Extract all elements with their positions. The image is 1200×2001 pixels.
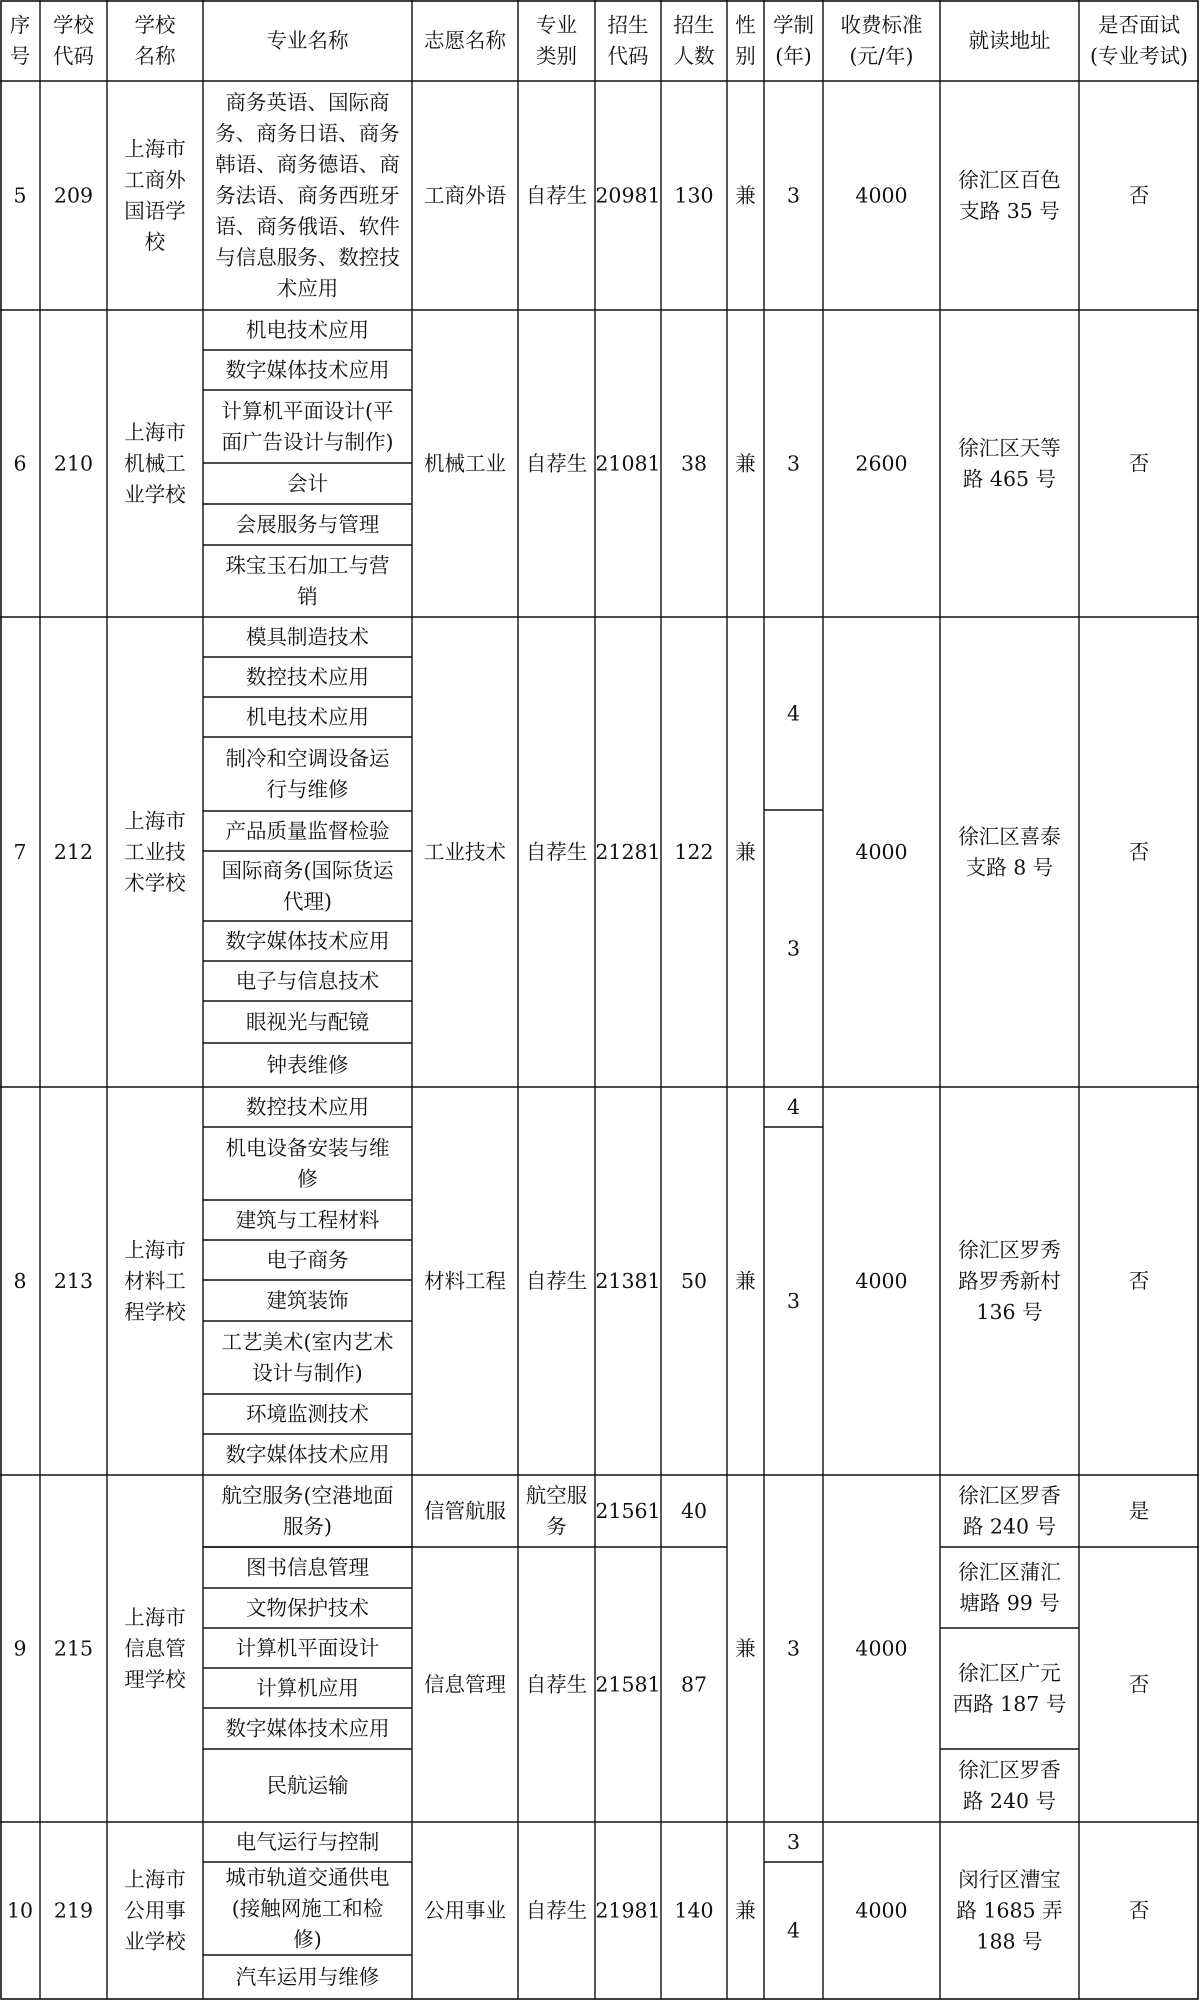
address-cell: 188 号 [976, 1929, 1043, 1954]
address-cell: 徐汇区天等 [958, 436, 1061, 460]
interview-cell: 否 [1128, 1898, 1150, 1923]
header-enroll-count: 招生 [673, 13, 715, 37]
school-name-cell: 业学校 [124, 1929, 186, 1954]
address-cell: 路罗秀新村 [958, 1269, 1061, 1293]
major-cell: 计算机平面设计 [235, 1636, 380, 1660]
address-cell: 徐汇区百色 [958, 168, 1061, 192]
address-cell: 路 465 号 [962, 467, 1057, 491]
header-years: (年) [775, 44, 812, 68]
header-interview: 是否面试 [1098, 13, 1180, 37]
major-cell: 代理) [283, 889, 332, 914]
interview-cell: 否 [1128, 1672, 1150, 1697]
choice-cell: 信管航服 [424, 1499, 506, 1523]
address-cell: 徐汇区罗香 [958, 1483, 1061, 1508]
header-school-code: 代码 [53, 44, 94, 68]
major-cell: 数字媒体技术应用 [225, 358, 390, 382]
school-name-cell: 业学校 [124, 482, 186, 507]
enroll-count-cell: 40 [680, 1499, 708, 1523]
enroll-code-cell: 21561 [595, 1499, 661, 1523]
school-name-cell: 材料工 [124, 1269, 186, 1293]
header-fee: (元/年) [849, 44, 914, 68]
fee-cell: 4000 [855, 1269, 908, 1293]
fee-cell: 4000 [855, 1898, 908, 1923]
major-cell: 民航运输 [266, 1773, 349, 1798]
major-cell: 机电技术应用 [246, 318, 369, 342]
major-cell: 语、商务俄语、软件 [215, 214, 400, 239]
address-cell: 徐汇区广元 [958, 1661, 1061, 1685]
header-seq: 序 [9, 13, 31, 37]
major-cell: 国际商务(国际货运 [221, 858, 394, 883]
school-name-cell: 机械工 [124, 451, 186, 476]
major-cell: 电子商务 [266, 1248, 349, 1272]
gender-cell: 兼 [735, 1269, 756, 1293]
major-cell: 计算机应用 [256, 1676, 359, 1700]
major-cell: (接触网施工和检 [231, 1896, 384, 1921]
choice-cell: 工业技术 [424, 840, 506, 864]
header-gender: 别 [735, 44, 756, 68]
major-cell: 设计与制作) [252, 1361, 363, 1385]
address-cell: 徐汇区罗秀 [958, 1238, 1061, 1262]
category-cell: 航空服 [525, 1483, 588, 1508]
major-cell: 建筑装饰 [266, 1288, 349, 1313]
years-cell: 3 [786, 936, 801, 961]
address-cell: 路 240 号 [962, 1514, 1057, 1539]
choice-cell: 信息管理 [424, 1672, 506, 1697]
choice-cell: 机械工业 [424, 451, 506, 476]
address-cell: 徐汇区罗香 [958, 1758, 1061, 1782]
major-cell: 眼视光与配镜 [246, 1010, 369, 1034]
address-cell: 路 240 号 [962, 1789, 1057, 1813]
seq-cell: 5 [13, 183, 27, 208]
school-name-cell: 上海市 [124, 420, 186, 445]
seq-cell: 8 [13, 1269, 27, 1293]
address-cell: 西路 187 号 [952, 1692, 1067, 1716]
school-code-cell: 209 [53, 183, 94, 208]
enroll-count-cell: 50 [680, 1269, 708, 1293]
major-cell: 航空服务(空港地面 [221, 1483, 394, 1508]
years-cell: 3 [786, 1636, 801, 1661]
major-cell: 建筑与工程材料 [235, 1208, 380, 1232]
major-cell: 文物保护技术 [246, 1596, 369, 1620]
major-cell: 数字媒体技术应用 [225, 929, 390, 953]
category-cell: 自荐生 [525, 451, 588, 476]
header-category: 专业 [536, 13, 577, 37]
school-name-cell: 公用事 [124, 1898, 186, 1923]
major-cell: 计算机平面设计(平 [221, 399, 394, 423]
header-gender: 性 [735, 13, 756, 37]
category-cell: 务 [546, 1514, 567, 1539]
gender-cell: 兼 [735, 451, 756, 476]
fee-cell: 4000 [855, 1636, 908, 1661]
enroll-count-cell: 38 [680, 451, 708, 476]
category-cell: 自荐生 [525, 183, 588, 208]
choice-cell: 材料工程 [424, 1269, 506, 1293]
fee-cell: 2600 [855, 451, 908, 476]
major-cell: 制冷和空调设备运 [225, 746, 390, 771]
school-name-cell: 国语学 [124, 199, 186, 223]
school-name-cell: 理学校 [124, 1667, 186, 1692]
major-cell: 汽车运用与维修 [235, 1965, 380, 1989]
category-cell: 自荐生 [525, 1269, 588, 1293]
major-cell: 模具制造技术 [246, 625, 369, 649]
enroll-count-cell: 130 [674, 183, 714, 208]
major-cell: 与信息服务、数控技 [215, 245, 400, 270]
major-cell: 销 [297, 584, 318, 609]
header-major: 专业名称 [266, 28, 349, 53]
major-cell: 机电技术应用 [246, 705, 369, 729]
major-cell: 珠宝玉石加工与营 [225, 553, 390, 578]
header-choice: 志愿名称 [424, 28, 506, 53]
major-cell: 电气运行与控制 [235, 1830, 380, 1854]
major-cell: 城市轨道交通供电 [225, 1865, 390, 1890]
category-cell: 自荐生 [525, 1898, 588, 1923]
major-cell: 产品质量监督检验 [225, 819, 390, 843]
header-enroll-count: 人数 [673, 44, 715, 68]
header-enroll-code: 代码 [607, 44, 649, 68]
school-name-cell: 工商外 [124, 168, 186, 192]
major-cell: 务、商务日语、商务 [215, 121, 400, 146]
enroll-count-cell: 87 [680, 1672, 708, 1697]
major-cell: 机电设备安装与维 [225, 1136, 390, 1160]
enroll-code-cell: 21281 [595, 840, 661, 864]
enroll-code-cell: 21081 [595, 451, 661, 476]
header-school-code: 学校 [53, 13, 94, 37]
major-cell: 韩语、商务德语、商 [215, 152, 400, 177]
fee-cell: 4000 [855, 840, 908, 864]
major-cell: 行与维修 [266, 777, 349, 802]
major-cell: 数字媒体技术应用 [225, 1716, 390, 1741]
school-name-cell: 上海市 [124, 1238, 186, 1262]
header-years: 学制 [773, 13, 814, 37]
fee-cell: 4000 [855, 183, 908, 208]
interview-cell: 是 [1128, 1499, 1150, 1523]
major-cell: 修 [297, 1167, 318, 1191]
major-cell: 数字媒体技术应用 [225, 1442, 390, 1467]
header-enroll-code: 招生 [607, 13, 649, 37]
major-cell: 服务) [283, 1514, 332, 1539]
interview-cell: 否 [1128, 840, 1150, 864]
seq-cell: 9 [13, 1636, 27, 1661]
enroll-code-cell: 21381 [595, 1269, 661, 1293]
header-category: 类别 [536, 44, 577, 68]
major-cell: 数控技术应用 [246, 1095, 369, 1119]
enroll-code-cell: 20981 [595, 183, 661, 208]
years-cell: 4 [786, 1095, 801, 1119]
major-cell: 商务英语、国际商 [225, 90, 390, 115]
school-code-cell: 210 [53, 451, 94, 476]
major-cell: 电子与信息技术 [235, 969, 380, 993]
address-cell: 支路 8 号 [965, 855, 1054, 880]
header-fee: 收费标准 [840, 13, 923, 37]
major-cell: 务法语、商务西班牙 [215, 183, 400, 208]
major-cell: 工艺美术(室内艺术 [221, 1330, 394, 1354]
address-cell: 支路 35 号 [959, 199, 1060, 223]
years-cell: 3 [786, 451, 801, 476]
seq-cell: 10 [6, 1898, 34, 1923]
enroll-count-cell: 140 [674, 1898, 714, 1923]
seq-cell: 6 [13, 451, 27, 476]
address-cell: 徐汇区蒲汇 [958, 1560, 1061, 1584]
school-name-cell: 工业技 [124, 840, 186, 864]
interview-cell: 否 [1128, 183, 1150, 208]
gender-cell: 兼 [735, 1636, 756, 1661]
header-address: 就读地址 [968, 28, 1051, 53]
interview-cell: 否 [1128, 451, 1150, 476]
major-cell: 会计 [287, 471, 328, 496]
school-name-cell: 上海市 [124, 1867, 186, 1892]
major-cell: 面广告设计与制作) [221, 430, 394, 454]
school-name-cell: 上海市 [124, 1605, 186, 1630]
category-cell: 自荐生 [525, 840, 588, 864]
seq-cell: 7 [13, 840, 27, 864]
school-name-cell: 上海市 [124, 137, 186, 161]
school-name-cell: 程学校 [124, 1300, 186, 1324]
gender-cell: 兼 [735, 840, 756, 864]
school-code-cell: 212 [53, 840, 94, 864]
major-cell: 数控技术应用 [246, 665, 369, 689]
address-cell: 路 1685 弄 [956, 1898, 1063, 1923]
choice-cell: 公用事业 [424, 1898, 506, 1923]
school-code-cell: 219 [53, 1898, 94, 1923]
school-name-cell: 信息管 [124, 1636, 186, 1661]
years-cell: 3 [786, 1830, 801, 1854]
major-cell: 术应用 [276, 276, 339, 301]
school-name-cell: 术学校 [124, 871, 186, 895]
school-name-cell: 校 [144, 230, 166, 254]
enroll-code-cell: 21981 [595, 1898, 661, 1923]
major-cell: 图书信息管理 [246, 1555, 369, 1580]
header-school-name: 名称 [134, 44, 176, 68]
major-cell: 会展服务与管理 [235, 512, 380, 537]
years-cell: 4 [786, 701, 801, 726]
major-cell: 修) [293, 1927, 322, 1952]
gender-cell: 兼 [735, 183, 756, 208]
enroll-code-cell: 21581 [595, 1672, 661, 1697]
category-cell: 自荐生 [525, 1672, 588, 1697]
school-code-cell: 213 [53, 1269, 94, 1293]
address-cell: 闵行区漕宝 [958, 1867, 1061, 1892]
choice-cell: 工商外语 [424, 183, 506, 208]
header-interview: (专业考试) [1090, 44, 1188, 68]
school-code-cell: 215 [53, 1636, 94, 1661]
years-cell: 3 [786, 183, 801, 208]
header-seq: 号 [9, 44, 31, 68]
school-name-cell: 上海市 [124, 809, 186, 833]
address-cell: 136 号 [976, 1300, 1043, 1324]
header-school-name: 学校 [134, 13, 176, 37]
major-cell: 钟表维修 [266, 1053, 349, 1077]
interview-cell: 否 [1128, 1269, 1150, 1293]
major-cell: 环境监测技术 [246, 1402, 369, 1426]
address-cell: 塘路 99 号 [959, 1591, 1060, 1615]
gender-cell: 兼 [735, 1898, 756, 1923]
enroll-count-cell: 122 [674, 840, 714, 864]
address-cell: 徐汇区喜泰 [958, 824, 1061, 849]
years-cell: 3 [786, 1289, 801, 1313]
years-cell: 4 [786, 1918, 801, 1943]
